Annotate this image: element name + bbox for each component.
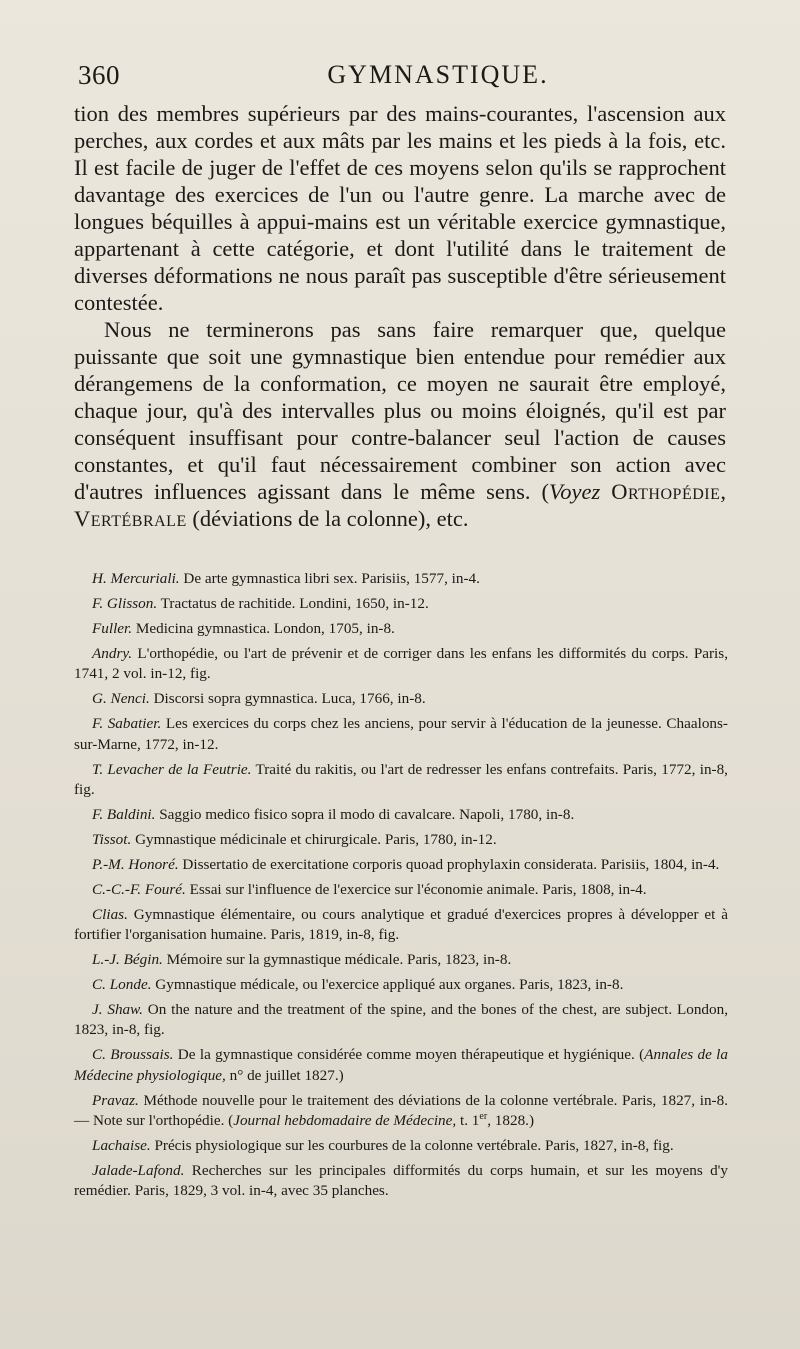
entry-text: Gymnastique médicale, ou l'exercice appliqué aux organes. Paris, 1823, in-8. [151, 975, 624, 993]
bibliography-entry [74, 1091, 728, 1132]
bibliography-entry [74, 1000, 728, 1041]
entry-author: Tissot. [92, 830, 132, 848]
bibliography-entry [74, 619, 728, 639]
paragraph-1: tion des membres supérieurs par des mains-courantes, l'ascension aux perches, aux cordes et aux mâts par les mains et les pieds à la fois, etc. Il est facile de juger de l'effet de ces moyens selon qu'ils se rapprochent davantage des exercices de l'un ou l'autre genre. La marche avec de longues béquilles à appui-mains est un véritable exercice gymnastique, appartenant à cette catégorie, et dont l'utilité dans le traitement de diverses déformations ne nous paraît pas susceptible d'être sérieusement contestée. [74, 101, 726, 315]
entry-tail: n° de juillet 1827.) [225, 1066, 344, 1084]
bibliography-entry [74, 689, 728, 709]
bibliography-entry [74, 975, 728, 995]
paragraph-2 [74, 316, 726, 532]
entry-superscript: er [479, 1110, 488, 1122]
entry-text: Discorsi sopra gymnastica. Luca, 1766, in-8. [149, 690, 426, 708]
entry-text: Dissertatio de exercitatione corporis quoad prophylaxin considerata. Parisiis, 1804, in-4. [178, 855, 720, 873]
entry-author: L.-J. Bégin. [92, 951, 163, 968]
bibliography-entry [74, 569, 728, 589]
bibliography-entry [74, 1161, 728, 1202]
main-text [74, 100, 726, 532]
cross-reference-orthopedie: Orthopédie [611, 479, 721, 504]
entry-text: Précis physiologique sur les courbures de la colonne vertébrale. Paris, 1827, in-8, fig. [150, 1136, 674, 1154]
entry-author: G. Nenci. [92, 690, 150, 708]
entry-author: H. Mercuriali. [92, 570, 180, 587]
entry-text: Traité du rakitis, ou l'art de redresser les enfans contrefaits. Paris, 1772, in-8, fig. [74, 760, 728, 798]
entry-tail-2: , 1828.) [487, 1111, 535, 1129]
bibliography-entry [74, 1136, 728, 1156]
entry-journal: Journal hebdomadaire de Médecine, [233, 1111, 457, 1129]
bibliography-entry [74, 644, 728, 685]
entry-author: Lachaise. [92, 1136, 151, 1154]
cross-reference-vertebrale: Vertébrale [74, 506, 187, 531]
ref-separator: , [720, 479, 726, 504]
entry-author: F. Glisson. [92, 594, 158, 612]
bibliography-entry [74, 950, 728, 970]
entry-author: Andry. [92, 644, 133, 662]
bibliography-entry [74, 714, 728, 755]
entry-text: Les exercices du corps chez les anciens, pour servir à l'éducation de la jeunesse. Chaalons-sur-Marne, 1772, in-12. [74, 715, 728, 753]
page-number: 360 [78, 60, 120, 90]
entry-text: Recherches sur les principales difformités du corps humain, et sur les moyens d'y remédier. Paris, 1829, 3 vol. in-4, avec 35 planches. [74, 1161, 728, 1200]
entry-text: Saggio medico fisico sopra il modo di cavalcare. Napoli, 1780, in-8. [155, 805, 575, 823]
entry-author: Fuller. [92, 619, 133, 637]
bibliography-entry [74, 760, 728, 801]
entry-author: Jalade-Lafond. [92, 1161, 185, 1179]
entry-author: Pravaz. [92, 1091, 139, 1109]
entry-text: L'orthopédie, ou l'art de prévenir et de corriger dans les enfans les difformités du corps. Paris, 1741, 2 vol. in-12, fig. [74, 644, 728, 683]
entry-author: C. Broussais. [92, 1046, 174, 1064]
entry-tail: t. 1 [456, 1111, 480, 1129]
entry-text: De la gymnastique considérée comme moyen thérapeutique et hygiénique. ( [173, 1046, 645, 1064]
running-title: GYMNASTIQUE. [327, 60, 549, 89]
entry-text: Essai sur l'influence de l'exercice sur l'économie animale. Paris, 1808, in-4. [185, 880, 647, 898]
bibliography-entry [74, 830, 728, 850]
bibliography-entry [74, 594, 728, 614]
entry-author: J. Shaw. [92, 1000, 143, 1018]
entry-text: De arte gymnastica libri sex. Parisiis, 1577, in-4. [179, 570, 480, 587]
entry-text: Medicina gymnastica. London, 1705, in-8. [132, 619, 395, 637]
entry-author: C.-C.-F. Fouré. [92, 880, 186, 898]
entry-text: Tractatus de rachitide. Londini, 1650, in-12. [157, 594, 429, 612]
entry-text: Gymnastique médicinale et chirurgicale. Paris, 1780, in-12. [131, 830, 497, 848]
voyez-word: Voyez [549, 479, 601, 504]
bibliography-entry [74, 1045, 728, 1086]
entry-author: C. Londe. [92, 975, 152, 993]
entry-author: F. Baldini. [92, 805, 156, 823]
paragraph-2-end: (déviations de la colonne), etc. [186, 506, 469, 531]
entry-text: On the nature and the treatment of the spine, and the bones of the chest, are subject. London, 1823, in-8, fig. [74, 1000, 728, 1039]
bibliography-entry [74, 880, 728, 900]
entry-text: Méthode nouvelle pour le traitement des déviations de la colonne vertébrale. Paris, 1827, in-8. — Note sur l'orthopédie. ( [74, 1091, 728, 1129]
bibliography-entry [74, 855, 728, 875]
paragraph-2-text: Nous ne terminerons pas sans faire remarquer que, quelque puissante que soit une gymnastique bien entendue pour remédier aux dérangemens de la conformation, ce moyen ne saurait être employé, chaque jour, qu'à des intervalles plus ou moins éloignés, qu'il est par conséquent insuffisant pour contre-balancer seul l'action de causes constantes, et qu'il faut nécessairement combiner son action avec d'autres influences agissant dans le même sens. ( [74, 317, 726, 504]
entry-author: T. Levacher de la Feutrie. [92, 760, 252, 778]
entry-text: Gymnastique élémentaire, ou cours analytique et gradué d'exercices propres à développer et à fortifier l'organisation humaine. Paris, 1819, in-8, fig. [74, 905, 728, 944]
entry-author: F. Sabatier. [92, 715, 162, 733]
entry-author: Clias. [92, 905, 128, 923]
entry-text: Mémoire sur la gymnastique médicale. Paris, 1823, in-8. [162, 951, 512, 968]
bibliography-entry [74, 905, 728, 946]
page-header [78, 58, 718, 98]
bibliography [74, 569, 728, 1206]
entry-author: P.-M. Honoré. [92, 855, 179, 873]
bibliography-entry [74, 805, 728, 825]
entry-journal: Annales de la Médecine physiologique, [74, 1046, 728, 1084]
